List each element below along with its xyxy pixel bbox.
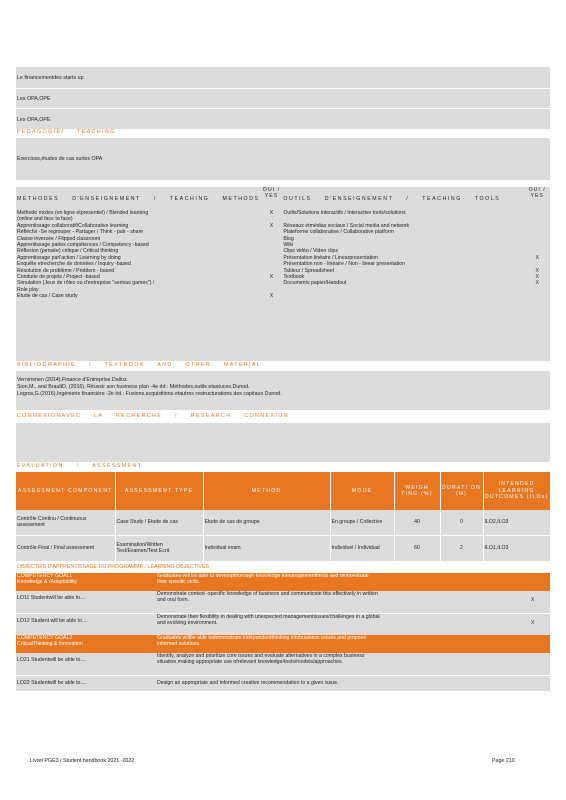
methods-header-left-yes: OUI / YES [262,187,281,200]
tool-label: Documents papier/Handout [283,280,347,287]
goal-subtitle: Knowledge & /Adaptability [17,579,78,586]
method-label: Enquête etrecherche de données / Inquiry -based [17,261,131,268]
biblio-entry: Legros,G.(2016).Ingénierie financière -2e éd.: Fusions,acquisitions etautres restructurations des capitaux.Dunod. [17,391,282,397]
table-row [16,510,550,535]
col-header-type: ASSESSMENT TYPE [115,472,203,510]
tool-label: Blog [283,235,294,242]
lo-check [530,675,550,691]
tool-label: Clips vidéo / Video clips [283,248,339,255]
assessment-weight: 60 [394,535,440,561]
table-row [16,535,550,561]
lo-text-cont: and evolving environment. [157,619,218,626]
research-connexion-heading: CONNEXIONAVEC LA RECHERCHE / RESEARCH CONNEXION [17,413,289,419]
method-label: Simulation (Jeux de rôles ou d'entreprise "serious games") / [17,280,155,287]
methods-header-left: METHODES D'ENSEIGNEMENT / TEACHING METHODS [17,196,260,202]
col-header-mode: MODE [330,472,394,510]
tool-label: Outils/Solutions interactifs / Interactive tools/solutions [283,210,406,216]
pedagogy-heading: PEDAGOGIE/ TEACHING [17,129,116,135]
method-label: Methode mixtes (en ligne etpresentiel) / Blended learning [17,210,149,216]
tool-label [282,293,524,299]
lo-text: Demonstrate their flexibility in dealing with unexpected managementissues/challenges in a global [157,613,380,620]
col-header-weighting: WEIGH TING (%) [394,472,440,510]
assessment-type: Case Study / Etude de cas [115,510,203,535]
method-label: Classe inversée / Flipped classroom [17,235,101,242]
competency-goal-1 [16,573,550,591]
method-check: X [269,222,274,229]
biblio-entry: Sion,M., and BraultD, (2016). Réussir son business plan -4e éd.: Méthodes,outils etastuces.Dunod. [17,384,250,390]
topic-row-3: Les OPA,OPE [17,117,51,123]
col-header-ilos: INTENDED LEARNING OUTCOMES (ILOs) [483,472,550,510]
method-label: Conduite de projets / Project -based [17,274,100,281]
tool-label: Présentation linéaire / Linearpresentation [283,254,378,261]
tool-label: Wiki [283,242,294,249]
method-label-cont: (online and face to face) [17,216,73,223]
assessment-method: Etude de cas de groupe [203,510,330,535]
method-label: Résolution de problème / Problem - based [17,267,115,274]
lo-text-cont: situation,making appropriate use ofrelevant knowledge/tools/models/approaches. [157,659,343,666]
lo-text-cont: and oral form. [157,597,190,604]
objectives-heading: OBJECTIFS D'APPRENTISSAGE DU PROGRAMME / LEARNING OBJECTIVES [17,564,210,570]
tool-label: Présentation non - linéaire / Non - linear presentation [283,261,406,268]
method-label: Apprentissage parles compétences / Competency -based [17,242,149,249]
methods-table [16,187,550,361]
col-header-duration: DURATI ON (H) [440,472,483,510]
methods-row [16,210,550,223]
tool-check: X [535,274,539,281]
method-label: Réflexion (pensée) critique / Critical thinking [17,248,119,255]
method-label: Réfléchir -Se regrouper - Partager / Think - pair - share [17,229,144,236]
col-header-component: ASSESSMENT COMPONENT [16,472,115,510]
biblio-entry: Vernimmen (2014).Finance d'Entreprise.Dalloz. [17,377,129,383]
goal-description: Graduates willbe able todemonstrate independentthinking intobusiness issues and propose [157,635,367,641]
tool-check: X [535,267,539,274]
assessment-duration: 0 [440,510,483,535]
method-check: X [269,210,274,216]
methods-row [16,280,550,293]
financing-rows-block [16,67,550,129]
pedagogy-text: Exercices,études de cas surles OPA [17,156,103,162]
assessment-mode: Individuel / Individual [330,535,394,561]
goal-description: Graduates will be able to developthorough knowledge inmanagementfields and demonstrate [157,573,369,579]
topic-row-1: Le financementdes starts up [17,75,84,81]
assessment-method: Individual exam [203,535,330,561]
goal-description-cont: their specific skills. [157,579,200,586]
goal-subtitle: CriticalThinking & Innovation [17,641,83,648]
lo-id: LO21 Studentwill be able to.... [17,657,87,663]
footer-page-number: Page 210 [492,758,515,764]
list-item [16,675,550,691]
method-label: Etude de cas / Case study [17,293,78,300]
assessment-ilo: ILO2,ILO3 [483,510,550,535]
method-check [261,280,283,293]
methods-header-right: OUTILS D'ENSEIGNEMENT / TEACHING TOOLS [283,196,501,202]
methods-row [16,293,550,299]
lo-check: X [531,619,535,626]
assessment-weight: 40 [394,510,440,535]
tool-check [524,293,550,299]
assessment-component: Contrôle Final / Final assessment [16,535,115,561]
tool-label: Réseaux etmédias sociaux / Social media and network [283,222,410,229]
tool-label: Tableur / Spreadsheet [283,267,335,274]
bibliography-heading: BIBLIOGRAPHIE / TEXTBOOK AND OTHER MATERIAL [17,362,262,368]
lo-check [530,653,550,675]
tool-check [524,210,550,223]
topic-row-2: Les OPA,OPE [17,96,51,102]
method-label: Apprentissage parl'action / Learning by doing [17,254,121,261]
method-check: X [269,274,274,281]
assessment-table [16,472,550,562]
tool-label: Textbook [283,274,305,281]
assessment-mode: En groupe / Collective [330,510,394,535]
method-label: Apprentissage collaboratif/Collaborative learning [17,222,129,229]
goal-title: COMPETENCY GOAL2 [17,635,73,641]
method-label-cont: Role play [17,286,39,293]
lo-id: LO22 Studentwill be able to.... [17,679,87,686]
tool-check: X [535,280,539,287]
assessment-component: Contrôle Continu / Continuous assessment [16,510,115,535]
assessment-type: Examination/Written Test/Examen/Test Ecrit [115,535,203,561]
list-item [16,591,550,613]
method-check: X [269,293,274,300]
methods-header-right-yes: OUI / YES [528,187,546,200]
assessment-ilo: ILO1,ILO3 [483,535,550,561]
lo-check: X [531,597,535,603]
tool-check: X [535,254,539,261]
list-item [16,653,550,675]
learning-objectives-table [16,573,550,691]
assessment-duration: 2 [440,535,483,561]
lo-text: Design an appropriate and informed creative recommendation to a given issue. [157,679,339,686]
col-header-method: METHOD [203,472,330,510]
goal-title: COMPETENCY GOAL1 [17,573,73,579]
evaluation-heading: EVALUATION / ASSESSMENT [17,463,143,469]
research-connexion-block [16,423,550,462]
list-item [16,613,550,635]
tool-label: Plateforme collaborative / Collaborative platform [283,229,394,236]
lo-id: LO11 Studentwill be able to.... [17,595,86,601]
goal-description-cont: informed solutions. [157,641,201,648]
lo-id: LO12 Student will be able to.... [17,617,88,624]
lo-text: Identify, analyze and prioritize core issues and evaluate alternatives in a complex business [157,653,365,659]
footer-handbook: Livret PGE3 / Student handbook 2021 -2022 [30,758,135,764]
competency-goal-2 [16,635,550,653]
lo-text: Demonstrate context -specific knowledge of business and communicate this effectively in written [157,591,378,597]
